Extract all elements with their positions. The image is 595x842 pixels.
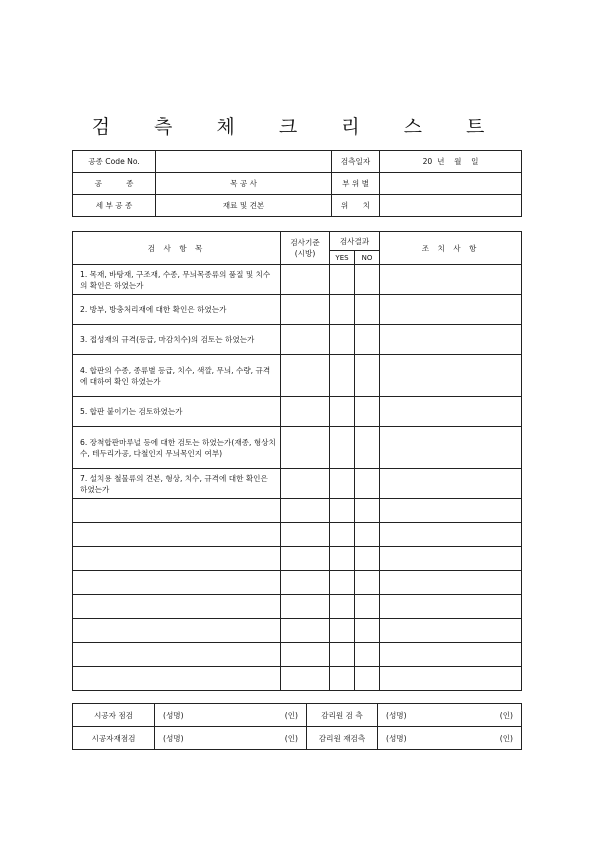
checklist-items <box>73 265 522 691</box>
checklist-row <box>73 427 522 469</box>
col-result-header: 검사결과 <box>330 232 380 251</box>
col-no-header: NO <box>355 251 380 265</box>
standard-cell[interactable] <box>281 547 330 571</box>
action-cell[interactable] <box>380 265 522 295</box>
standard-cell[interactable] <box>281 355 330 397</box>
action-cell[interactable] <box>380 397 522 427</box>
name-placeholder: (성명) <box>163 733 184 743</box>
checklist-item-text: 2. 방부, 방충처리재에 대한 확인은 하였는가 <box>73 295 281 325</box>
no-checkbox-cell[interactable] <box>355 397 380 427</box>
name-placeholder: (성명) <box>386 733 407 743</box>
no-checkbox-cell[interactable] <box>355 643 380 667</box>
action-cell[interactable] <box>380 619 522 643</box>
contractor-check-label: 시공자 점검 <box>73 704 155 727</box>
standard-cell[interactable] <box>281 265 330 295</box>
action-cell[interactable] <box>380 547 522 571</box>
yes-checkbox-cell[interactable] <box>330 427 355 469</box>
header-row <box>73 151 522 173</box>
supervisor-reinspect-label: 감리원 재검측 <box>307 727 378 750</box>
checklist-item-text <box>73 523 281 547</box>
checklist-item-text: 3. 접성재의 규격(등급, 마감치수)의 검토는 하였는가 <box>73 325 281 355</box>
checklist-row <box>73 295 522 325</box>
action-cell[interactable] <box>380 427 522 469</box>
standard-cell[interactable] <box>281 643 330 667</box>
standard-cell[interactable] <box>281 427 330 469</box>
action-cell[interactable] <box>380 499 522 523</box>
name-placeholder: (성명) <box>386 710 407 720</box>
header-row <box>73 173 522 195</box>
action-cell[interactable] <box>380 643 522 667</box>
no-checkbox-cell[interactable] <box>355 547 380 571</box>
checklist-row <box>73 325 522 355</box>
no-checkbox-cell[interactable] <box>355 325 380 355</box>
checklist-item-text <box>73 619 281 643</box>
checklist-row <box>73 643 522 667</box>
checklist-row <box>73 571 522 595</box>
col-standard-header: 검사기준 (시방) <box>281 232 330 265</box>
action-cell[interactable] <box>380 595 522 619</box>
standard-cell[interactable] <box>281 397 330 427</box>
no-checkbox-cell[interactable] <box>355 355 380 397</box>
action-cell[interactable] <box>380 325 522 355</box>
checklist-row <box>73 547 522 571</box>
work-type-field[interactable]: 목 공 사 <box>156 173 332 195</box>
signature-table <box>72 703 522 750</box>
action-cell[interactable] <box>380 571 522 595</box>
checklist-row <box>73 667 522 691</box>
action-cell[interactable] <box>380 355 522 397</box>
signature-row <box>73 704 522 727</box>
standard-cell[interactable] <box>281 499 330 523</box>
location-label: 부 위 별 <box>332 173 380 195</box>
standard-cell[interactable] <box>281 295 330 325</box>
detail-work-field[interactable]: 재료 및 견본 <box>156 195 332 217</box>
yes-checkbox-cell[interactable] <box>330 643 355 667</box>
no-checkbox-cell[interactable] <box>355 295 380 325</box>
signature-row <box>73 727 522 750</box>
page-title: 검 측 체 크 리 스 트 <box>91 116 504 138</box>
no-checkbox-cell[interactable] <box>355 571 380 595</box>
no-checkbox-cell[interactable] <box>355 265 380 295</box>
checklist-row <box>73 469 522 499</box>
col-yes-header: YES <box>330 251 355 265</box>
contractor-recheck-label: 시공자재점검 <box>73 727 155 750</box>
seal-mark: (인) <box>499 710 513 720</box>
yes-checkbox-cell[interactable] <box>330 571 355 595</box>
seal-mark: (인) <box>284 710 298 720</box>
checklist-item-text: 7. 설치용 철물류의 견본, 형상, 치수, 규격에 대한 확인은 하였는가 <box>73 469 281 499</box>
checklist-item-text: 1. 목재, 바탕재, 구조재, 수종, 무늬목종류의 품질 및 치수의 확인은 하였는가 <box>73 265 281 295</box>
yes-checkbox-cell[interactable] <box>330 397 355 427</box>
yes-checkbox-cell[interactable] <box>330 325 355 355</box>
action-cell[interactable] <box>380 523 522 547</box>
seal-mark: (인) <box>499 733 513 743</box>
checklist-item-text: 6. 장척합판마루널 등에 대한 검토는 하였는가(재종, 형상치수, 테두리가공, 다철인지 무늬목인지 여부) <box>73 427 281 469</box>
col-item-header: 검 사 항 목 <box>73 232 281 265</box>
inspect-date-label: 검측일자 <box>332 151 380 173</box>
yes-checkbox-cell[interactable] <box>330 295 355 325</box>
seal-mark: (인) <box>284 733 298 743</box>
checklist-row <box>73 523 522 547</box>
checklist-item-text: 5. 합판 붙이기는 검토하였는가 <box>73 397 281 427</box>
inspect-date-field[interactable]: 20 년 월 일 <box>380 151 522 173</box>
no-checkbox-cell[interactable] <box>355 595 380 619</box>
yes-checkbox-cell[interactable] <box>330 355 355 397</box>
work-code-field[interactable] <box>156 151 332 173</box>
standard-cell[interactable] <box>281 619 330 643</box>
name-placeholder: (성명) <box>163 710 184 720</box>
supervisor-inspect-label: 감리원 검 측 <box>307 704 378 727</box>
checklist-item-text <box>73 595 281 619</box>
standard-cell[interactable] <box>281 523 330 547</box>
action-cell[interactable] <box>380 295 522 325</box>
supervisor-reinspect-sign-field[interactable] <box>378 727 522 750</box>
checklist-item-text <box>73 667 281 691</box>
col-action-header: 조 치 사 항 <box>380 232 522 265</box>
checklist-item-text <box>73 499 281 523</box>
checklist-row <box>73 595 522 619</box>
yes-checkbox-cell[interactable] <box>330 469 355 499</box>
no-checkbox-cell[interactable] <box>355 469 380 499</box>
header-row <box>73 195 522 217</box>
contractor-check-sign-field[interactable] <box>155 704 307 727</box>
yes-checkbox-cell[interactable] <box>330 265 355 295</box>
yes-checkbox-cell[interactable] <box>330 667 355 691</box>
checklist-table <box>72 231 522 691</box>
header-table <box>72 150 522 217</box>
no-checkbox-cell[interactable] <box>355 427 380 469</box>
yes-checkbox-cell[interactable] <box>330 619 355 643</box>
checklist-row <box>73 619 522 643</box>
location-field[interactable] <box>380 173 522 195</box>
checklist-row <box>73 499 522 523</box>
action-cell[interactable] <box>380 469 522 499</box>
checklist-item-text <box>73 643 281 667</box>
standard-cell[interactable] <box>281 595 330 619</box>
yes-checkbox-cell[interactable] <box>330 523 355 547</box>
checklist-item-text: 4. 합판의 수종, 종류별 등급, 치수, 색깔, 무늬, 수량, 규격에 대하여 확인 하였는가 <box>73 355 281 397</box>
yes-checkbox-cell[interactable] <box>330 547 355 571</box>
no-checkbox-cell[interactable] <box>355 619 380 643</box>
supervisor-inspect-sign-field[interactable] <box>378 704 522 727</box>
checklist-header-row <box>73 232 522 251</box>
yes-checkbox-cell[interactable] <box>330 595 355 619</box>
position-label: 위 치 <box>332 195 380 217</box>
checklist-item-text <box>73 547 281 571</box>
standard-cell[interactable] <box>281 469 330 499</box>
work-type-label: 공 종 <box>73 173 156 195</box>
position-field[interactable] <box>380 195 522 217</box>
action-cell[interactable] <box>380 667 522 691</box>
checklist-row <box>73 265 522 295</box>
detail-work-label: 세 부 공 종 <box>73 195 156 217</box>
work-code-label: 공종 Code No. <box>73 151 156 173</box>
checklist-item-text <box>73 571 281 595</box>
no-checkbox-cell[interactable] <box>355 499 380 523</box>
no-checkbox-cell[interactable] <box>355 667 380 691</box>
checklist-row <box>73 397 522 427</box>
standard-cell[interactable] <box>281 325 330 355</box>
checklist-row <box>73 355 522 397</box>
standard-cell[interactable] <box>281 667 330 691</box>
standard-cell[interactable] <box>281 571 330 595</box>
yes-checkbox-cell[interactable] <box>330 499 355 523</box>
no-checkbox-cell[interactable] <box>355 523 380 547</box>
contractor-recheck-sign-field[interactable] <box>155 727 307 750</box>
